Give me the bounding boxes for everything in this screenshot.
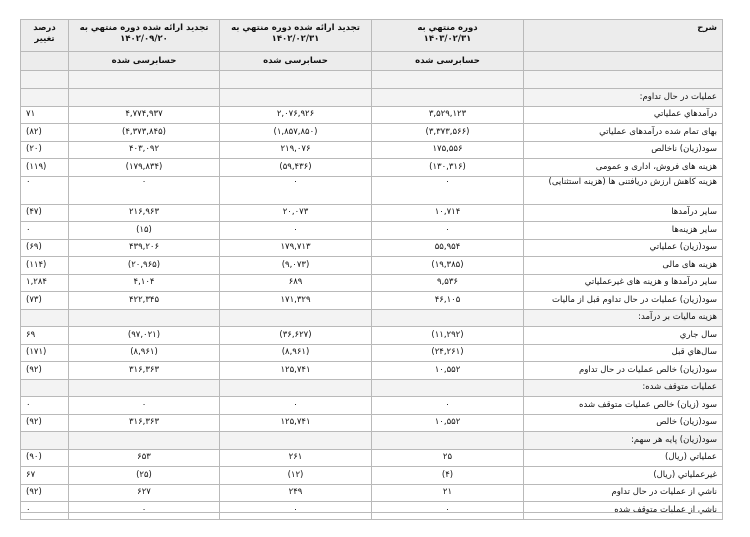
value-1403-02-31: ۴۶,۱۰۵ <box>372 292 524 310</box>
value-1402-09-20: (۱۷۹,۸۳۴) <box>69 159 220 177</box>
value-1402-09-20: ۴۳۹,۲۰۶ <box>69 239 220 257</box>
change-percent: (۹۲) <box>21 484 69 502</box>
section-header-row <box>21 89 723 107</box>
value-1402-09-20: (۴,۳۷۳,۸۴۵) <box>69 124 220 142</box>
change-percent: ۶۹ <box>21 327 69 345</box>
value-1402-02-31: ۱۲۵,۷۴۱ <box>220 362 372 380</box>
empty-cell <box>220 379 372 397</box>
value-1402-09-20: ۲۱۶,۹۶۳ <box>69 204 220 222</box>
value-1403-02-31: (۴) <box>372 467 524 485</box>
table-row <box>21 239 723 257</box>
table-row <box>21 106 723 124</box>
audit-status-row <box>21 52 723 71</box>
value-1402-09-20: (۱۵) <box>69 222 220 240</box>
header-period-date: ۱۴۰۲/۰۲/۳۱ <box>271 34 320 44</box>
empty-cell <box>69 89 220 107</box>
value-1402-09-20: ۴,۱۰۴ <box>69 274 220 292</box>
row-description: سود(زيان) خالص <box>524 414 723 432</box>
empty-cell <box>69 432 220 450</box>
value-1403-02-31: ۰ <box>372 222 524 240</box>
section-header-row <box>21 432 723 450</box>
table-row <box>21 397 723 415</box>
value-1402-02-31: (۸,۹۶۱) <box>220 344 372 362</box>
value-1402-09-20: (۲۵) <box>69 467 220 485</box>
row-description: غيرعملياتي (ريال) <box>524 467 723 485</box>
section-title: سود(زيان) پايه هر سهم: <box>524 432 723 450</box>
header-change-label-2: تغيير <box>34 34 55 44</box>
audit-status-c1: حسابرسی شده <box>372 52 524 71</box>
table-row <box>21 344 723 362</box>
change-percent: (۸۲) <box>21 124 69 142</box>
table-row <box>21 467 723 485</box>
value-1402-02-31: ۲۱۹,۰۷۶ <box>220 141 372 159</box>
header-change-label: درصد <box>33 23 56 33</box>
value-1402-02-31: ۱۷۱,۳۲۹ <box>220 292 372 310</box>
value-1403-02-31: ۱۰,۵۵۲ <box>372 414 524 432</box>
table-row <box>21 502 723 520</box>
value-1403-02-31: ۰ <box>372 502 524 520</box>
audit-status-change-empty <box>21 52 69 71</box>
row-description: درآمدهاي عملياتي <box>524 106 723 124</box>
empty-cell <box>220 432 372 450</box>
change-percent: ۰ <box>21 222 69 240</box>
row-description: سال جاري <box>524 327 723 345</box>
table-row <box>21 414 723 432</box>
value-1402-09-20: ۶۲۷ <box>69 484 220 502</box>
value-1402-09-20: ۰ <box>69 176 220 204</box>
row-description: سال‌هاي قبل <box>524 344 723 362</box>
header-period-1402-09 <box>69 20 220 52</box>
table-row <box>21 292 723 310</box>
empty-cell <box>21 379 69 397</box>
value-1402-09-20: ۴۰۳,۰۹۲ <box>69 141 220 159</box>
value-1402-02-31: (۹,۰۷۳) <box>220 257 372 275</box>
value-1402-02-31: ۶۸۹ <box>220 274 372 292</box>
header-period-1402-02 <box>220 20 372 52</box>
change-percent: (۶۹) <box>21 239 69 257</box>
empty-cell <box>220 89 372 107</box>
row-description: ساير درآمدها و هزينه هاى غيرعملياتي <box>524 274 723 292</box>
empty-cell <box>69 309 220 327</box>
row-description: عملياتي (ريال) <box>524 449 723 467</box>
header-change-percent <box>21 20 69 52</box>
change-percent: ۰ <box>21 176 69 204</box>
value-1402-02-31: ۲۶۱ <box>220 449 372 467</box>
value-1403-02-31: (۱۳۰,۳۱۶) <box>372 159 524 177</box>
value-1402-09-20: (۲۰,۹۶۵) <box>69 257 220 275</box>
empty-cell <box>372 309 524 327</box>
value-1402-09-20: ۰ <box>69 397 220 415</box>
change-percent: (۷۳) <box>21 292 69 310</box>
change-percent: ۰ <box>21 502 69 520</box>
change-percent: ۶۷ <box>21 467 69 485</box>
change-percent: (۱۷۱) <box>21 344 69 362</box>
value-1403-02-31: (۳,۳۷۳,۵۶۶) <box>372 124 524 142</box>
header-period-label: تجدید ارائه شده دوره منتهي به <box>231 23 360 33</box>
row-description: سود(زيان) خالص عمليات در حال تداوم <box>524 362 723 380</box>
bottom-rule <box>20 512 722 513</box>
header-period-label: تجدید ارائه شده دوره منتهي به <box>79 23 209 33</box>
value-1403-02-31: (۱۹,۳۸۵) <box>372 257 524 275</box>
table-row <box>21 159 723 177</box>
value-1403-02-31: ۱۷۵,۵۵۶ <box>372 141 524 159</box>
row-description: ناشي از عمليات در حال تداوم <box>524 484 723 502</box>
value-1403-02-31: ۳,۵۲۹,۱۲۳ <box>372 106 524 124</box>
empty-cell <box>372 432 524 450</box>
empty-cell <box>21 309 69 327</box>
change-percent: ۰ <box>21 397 69 415</box>
header-period-date: ۱۴۰۲/۰۹/۲۰ <box>120 34 168 44</box>
change-percent: ۷۱ <box>21 106 69 124</box>
header-period-date: ۱۴۰۳/۰۲/۳۱ <box>423 34 472 44</box>
header-period-label: دوره منتهي به <box>417 23 478 33</box>
row-description: ساير درآمدها <box>524 204 723 222</box>
section-header-row <box>21 309 723 327</box>
value-1402-09-20: ۴۲۲,۳۴۵ <box>69 292 220 310</box>
audit-status-c3: حسابرسی شده <box>69 52 220 71</box>
header-description-label: شرح <box>697 23 717 33</box>
value-1402-09-20: ۴,۷۷۴,۹۳۷ <box>69 106 220 124</box>
value-1403-02-31: ۰ <box>372 176 524 204</box>
value-1403-02-31: ۲۱ <box>372 484 524 502</box>
value-1402-02-31: ۱۷۹,۷۱۳ <box>220 239 372 257</box>
table-row <box>21 274 723 292</box>
table-row <box>21 222 723 240</box>
row-description: ناشي از عمليات متوقف شده <box>524 502 723 520</box>
value-1402-02-31: ۰ <box>220 176 372 204</box>
row-description: سود(زيان) عمليات در حال تداوم قبل از ماليات <box>524 292 723 310</box>
value-1402-09-20: (۸,۹۶۱) <box>69 344 220 362</box>
value-1403-02-31: ۵۵,۹۵۴ <box>372 239 524 257</box>
change-percent: (۱۱۹) <box>21 159 69 177</box>
value-1402-02-31: ۱۲۵,۷۴۱ <box>220 414 372 432</box>
change-percent: (۹۲) <box>21 362 69 380</box>
change-percent: ۱,۲۸۴ <box>21 274 69 292</box>
value-1403-02-31: (۱۱,۲۹۲) <box>372 327 524 345</box>
section-header-row <box>21 379 723 397</box>
value-1402-02-31: ۰ <box>220 222 372 240</box>
empty-cell <box>69 379 220 397</box>
value-1402-09-20: ۳۱۶,۳۶۳ <box>69 362 220 380</box>
empty-cell <box>372 89 524 107</box>
table-row <box>21 484 723 502</box>
row-description: سود(زيان) عملياتي <box>524 239 723 257</box>
audit-status-c2: حسابرسی شده <box>220 52 372 71</box>
value-1403-02-31: ۹,۵۳۶ <box>372 274 524 292</box>
section-title: عمليات در حال تداوم: <box>524 89 723 107</box>
change-percent: (۹۲) <box>21 414 69 432</box>
value-1403-02-31: ۰ <box>372 397 524 415</box>
table-row <box>21 327 723 345</box>
table-row <box>21 257 723 275</box>
value-1402-02-31: ۲۴۹ <box>220 484 372 502</box>
row-description: هزینه کاهش ارزش دریافتنی ها (هزینه استثنایی) <box>524 176 723 204</box>
value-1402-09-20: ۳۱۶,۳۶۳ <box>69 414 220 432</box>
section-title: هزينه ماليات بر درآمد: <box>524 309 723 327</box>
change-percent: (۱۱۴) <box>21 257 69 275</box>
table-row <box>21 176 723 204</box>
header-description <box>524 20 723 52</box>
value-1402-02-31: ۰ <box>220 502 372 520</box>
value-1402-02-31: ۲,۰۷۶,۹۲۶ <box>220 106 372 124</box>
value-1403-02-31: ۱۰,۷۱۴ <box>372 204 524 222</box>
table-row <box>21 204 723 222</box>
value-1403-02-31: (۲۴,۲۶۱) <box>372 344 524 362</box>
value-1403-02-31: ۱۰,۵۵۲ <box>372 362 524 380</box>
empty-cell <box>372 379 524 397</box>
value-1403-02-31: ۲۵ <box>372 449 524 467</box>
change-percent: (۴۷) <box>21 204 69 222</box>
income-statement-table <box>20 19 723 520</box>
spacer-row <box>21 71 723 89</box>
value-1402-09-20: ۶۵۳ <box>69 449 220 467</box>
change-percent: (۹۰) <box>21 449 69 467</box>
section-title: عمليات متوقف شده: <box>524 379 723 397</box>
empty-cell <box>220 309 372 327</box>
value-1402-02-31: (۵۹,۴۳۶) <box>220 159 372 177</box>
row-description: سایر هزينه‌ها <box>524 222 723 240</box>
table-row <box>21 362 723 380</box>
value-1402-02-31: ۲۰,۰۷۳ <box>220 204 372 222</box>
empty-cell <box>21 432 69 450</box>
value-1402-09-20: (۹۷,۰۲۱) <box>69 327 220 345</box>
table-row <box>21 141 723 159</box>
change-percent: (۲۰) <box>21 141 69 159</box>
table-row <box>21 449 723 467</box>
row-description: سود(زيان) ناخالص <box>524 141 723 159</box>
value-1402-02-31: (۱,۸۵۷,۸۵۰) <box>220 124 372 142</box>
value-1402-09-20: ۰ <box>69 502 220 520</box>
header-row <box>21 20 723 52</box>
row-description: سود (زيان) خالص عمليات متوقف شده <box>524 397 723 415</box>
row-description: هزينه هاى فروش، اداری و عمومی <box>524 159 723 177</box>
row-description: بهاى تمام شده درآمدهای عملياتي <box>524 124 723 142</box>
header-period-1403 <box>372 20 524 52</box>
value-1402-02-31: ۰ <box>220 397 372 415</box>
empty-cell <box>21 89 69 107</box>
value-1402-02-31: (۳۶,۶۲۷) <box>220 327 372 345</box>
value-1402-02-31: (۱۲) <box>220 467 372 485</box>
row-description: هزينه هاى مالى <box>524 257 723 275</box>
table-row <box>21 124 723 142</box>
audit-status-empty <box>524 52 723 71</box>
